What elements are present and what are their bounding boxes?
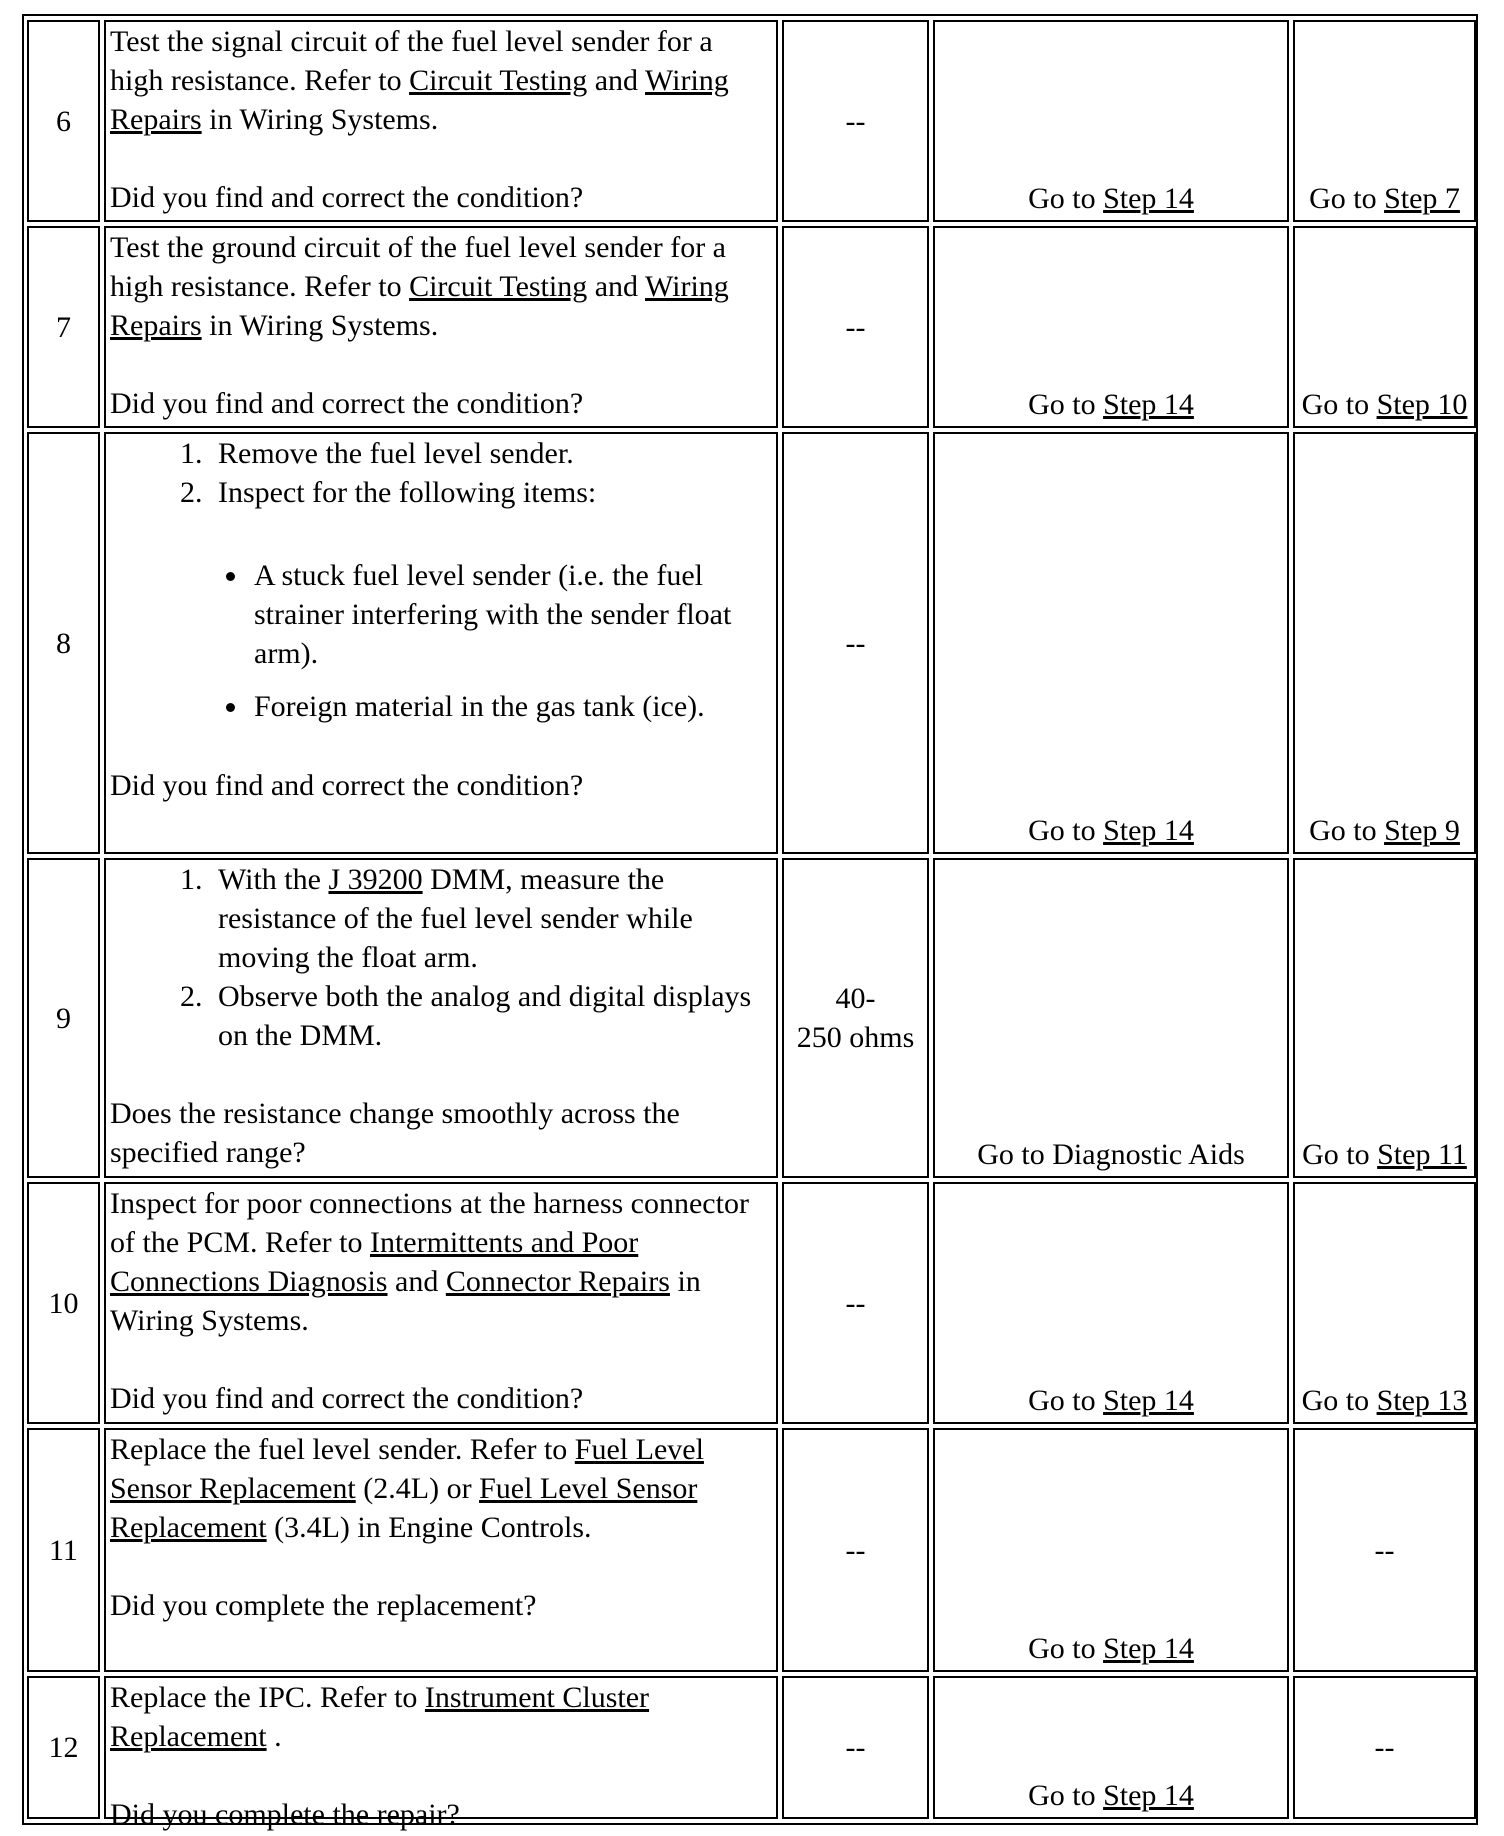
circuit-testing-link[interactable]: Circuit Testing: [409, 270, 588, 303]
value-cell: [782, 20, 929, 222]
value-cell: [782, 1428, 929, 1672]
action-question: Did you complete the replacement?: [110, 1589, 537, 1622]
value-cell: [782, 1676, 929, 1819]
value-text: --: [845, 1731, 866, 1764]
step-10-link[interactable]: Step 10: [1376, 388, 1468, 421]
action-cell: [104, 1182, 778, 1424]
inspection-item: • Foreign material in the gas tank (ice).: [250, 687, 772, 726]
action-cell: [104, 432, 778, 854]
step-14-link[interactable]: Step 14: [1103, 814, 1194, 847]
step-14-link[interactable]: Step 14: [1103, 388, 1194, 421]
yes-text: Go to Step 14: [1028, 182, 1194, 215]
value-cell: [782, 226, 929, 428]
connector-repairs-link[interactable]: Connector Repairs: [445, 1265, 670, 1298]
action-question: Did you find and correct the condition?: [110, 1382, 584, 1415]
step-number: 9: [56, 1001, 71, 1035]
circuit-testing-link[interactable]: Circuit Testing: [409, 64, 588, 97]
action-text: Replace the fuel level sender. Refer to Fuel Level Sensor Replacement (2.4L) or Fuel Level Sensor Replacement (3.4L) in Engine Controls.: [110, 1433, 704, 1544]
step-14-link[interactable]: Step 14: [1103, 182, 1194, 215]
yes-text: Go to Step 14: [1028, 1779, 1194, 1812]
step-11-link[interactable]: Step 11: [1377, 1138, 1467, 1171]
step-14-link[interactable]: Step 14: [1103, 1384, 1194, 1417]
step-number: 10: [48, 1286, 79, 1320]
procedure-step: 1. Remove the fuel level sender.: [210, 434, 772, 473]
no-text: Go to Step 7: [1309, 182, 1460, 215]
action-question: Does the resistance change smoothly across the specified range?: [110, 1097, 680, 1169]
no-text: --: [1374, 1533, 1395, 1567]
action-question: Did you complete the repair?: [110, 1798, 460, 1831]
action-cell: [104, 858, 778, 1178]
step-number-cell: [27, 20, 100, 222]
no-text: --: [1374, 1731, 1395, 1764]
inspection-item: • A stuck fuel level sender (i.e. the fuel strainer interfering with the sender float arm).: [250, 556, 772, 673]
intermittents-link[interactable]: Intermittents and Poor Connections Diagnosis: [110, 1226, 639, 1298]
step-number-cell: [27, 432, 100, 854]
action-cell: [104, 1428, 778, 1672]
no-cell: [1293, 20, 1476, 222]
action-text: Test the signal circuit of the fuel level sender for a high resistance. Refer to Circuit Testing and Wiring Repairs in Wiring Systems.: [110, 25, 729, 136]
no-cell: [1293, 1182, 1476, 1424]
step-number-cell: [27, 1676, 100, 1819]
step-number: 7: [56, 310, 71, 344]
step-number-cell: [27, 1428, 100, 1672]
value-text: --: [845, 1286, 866, 1320]
value-cell: [782, 858, 929, 1178]
wiring-repairs-link[interactable]: Wiring Repairs: [110, 64, 729, 136]
step-number: 11: [49, 1533, 78, 1567]
procedure-steps: [110, 434, 772, 556]
step-number: 6: [56, 104, 71, 138]
no-cell: [1293, 858, 1476, 1178]
no-text: Go to Step 13: [1301, 1384, 1468, 1417]
action-question: Did you find and correct the condition?: [110, 769, 584, 802]
action-cell: [104, 1676, 778, 1831]
step-number: 8: [56, 626, 71, 660]
value-text: --: [845, 626, 866, 660]
no-cell: [1293, 226, 1476, 428]
step-13-link[interactable]: Step 13: [1376, 1384, 1468, 1417]
diagnostic-table: [22, 14, 1478, 1831]
value-text: 40- 250 ohms: [796, 982, 915, 1054]
procedure-step: 2. Inspect for the following items:: [210, 473, 772, 556]
yes-cell: [933, 20, 1289, 222]
step-number-cell: [27, 226, 100, 428]
yes-cell: [933, 226, 1289, 428]
yes-text: Go to Step 14: [1028, 388, 1194, 421]
action-question: Did you find and correct the condition?: [110, 181, 584, 214]
step-number: 12: [48, 1731, 79, 1764]
value-cell: [782, 1182, 929, 1424]
value-text: --: [845, 1533, 866, 1567]
yes-cell: [933, 1676, 1289, 1819]
no-cell: [1293, 1428, 1476, 1672]
no-text: Go to Step 10: [1301, 388, 1468, 421]
no-text: Go to Step 11: [1302, 1138, 1467, 1171]
yes-cell: [933, 858, 1289, 1178]
action-text: Inspect for poor connections at the harness connector of the PCM. Refer to Intermittents and Poor Connections Diagnosis and Connector Repairs in Wiring Systems.: [110, 1187, 749, 1337]
no-text: Go to Step 9: [1309, 814, 1460, 847]
value-cell: [782, 432, 929, 854]
step-number-cell: [27, 858, 100, 1178]
procedure-step: 1. With the J 39200 DMM, measure the resistance of the fuel level sender while moving the float arm.: [210, 860, 772, 977]
wiring-repairs-link[interactable]: Wiring Repairs: [110, 270, 729, 342]
step-7-link[interactable]: Step 7: [1384, 182, 1460, 215]
action-text: Test the ground circuit of the fuel level sender for a high resistance. Refer to Circuit Testing and Wiring Repairs in Wiring Systems.: [110, 231, 729, 342]
action-cell: [104, 226, 778, 428]
yes-text: Go to Step 14: [1028, 1632, 1194, 1665]
no-cell: [1293, 432, 1476, 854]
fuel-level-sensor-replacement-link[interactable]: Fuel Level Sensor Replacement: [110, 1472, 698, 1544]
action-question: Did you find and correct the condition?: [110, 387, 584, 420]
action-text: Replace the IPC. Refer to Instrument Cluster Replacement .: [110, 1681, 650, 1753]
value-text: --: [845, 310, 866, 344]
step-9-link[interactable]: Step 9: [1384, 814, 1460, 847]
procedure-step: 2. Observe both the analog and digital displays on the DMM.: [210, 977, 772, 1055]
yes-cell: [933, 1428, 1289, 1672]
value-text: --: [845, 104, 866, 138]
action-cell: [104, 20, 778, 222]
diagnostic-aids-text: Go to Diagnostic Aids: [977, 1138, 1245, 1171]
j-39200-link[interactable]: J 39200: [328, 863, 423, 896]
fuel-level-sensor-replacement-link[interactable]: Fuel Level Sensor Replacement: [110, 1433, 704, 1505]
step-14-link[interactable]: Step 14: [1103, 1779, 1194, 1812]
instrument-cluster-replacement-link[interactable]: Instrument Cluster Replacement: [110, 1681, 650, 1753]
no-cell: [1293, 1676, 1476, 1819]
step-number-cell: [27, 1182, 100, 1424]
procedure-steps: [110, 860, 772, 1055]
inspection-items: [110, 556, 772, 726]
step-14-link[interactable]: Step 14: [1103, 1632, 1194, 1665]
yes-cell: [933, 432, 1289, 854]
yes-cell: [933, 1182, 1289, 1424]
yes-text: Go to Step 14: [1028, 814, 1194, 847]
yes-text: Go to Step 14: [1028, 1384, 1194, 1417]
